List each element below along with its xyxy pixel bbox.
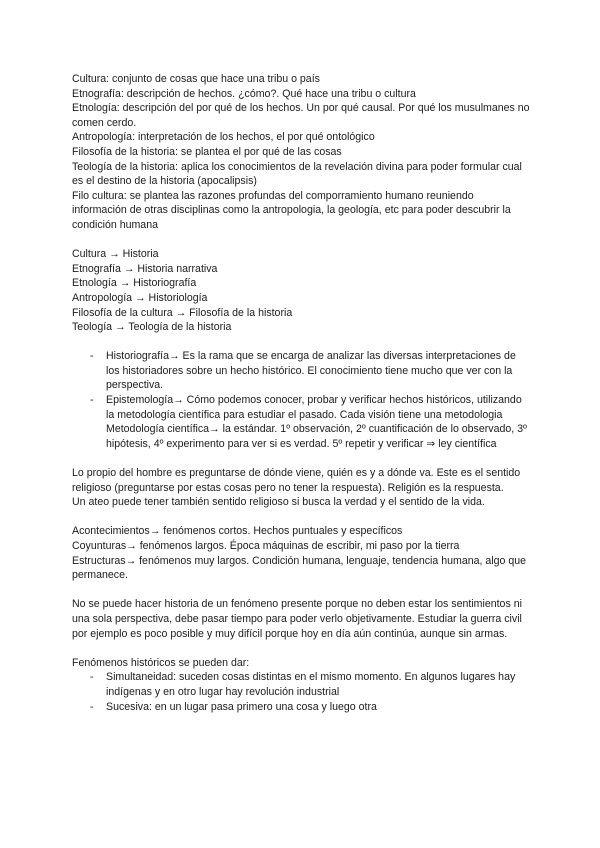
mapping-line: Etnología → Historiografía: [72, 277, 197, 290]
mapping-line: Antropología → Historiología: [72, 291, 208, 304]
definition-etnologia: Etnología: descripción del por qué de los hechos. Un por qué causal. Por qué los musulmanes no comen cerdo.: [72, 102, 530, 129]
definition-filo-cultura: Filo cultura: se plantea las razones profundas del comporramiento humano reuniendo información de otras disciplinas como la antropologia, la geología, etc para poder descubrir la condición humana: [72, 189, 511, 231]
mapping-line: Teología → Teología de la historia: [72, 321, 232, 334]
list-item: - Simultaneidad: suceden cosas distintas en el mismo momento. En algunos lugares hay indígenas y en otro lugar hay revolución industrial: [92, 670, 530, 699]
historic-list: [72, 670, 530, 714]
document-page: [72, 72, 530, 714]
definition-etnografia: Etnografía: descripción de hechos. ¿cómo?. Qué hace una tribu o cultura: [72, 87, 416, 100]
disciplines-list: [72, 349, 530, 451]
definition-antropologia: Antropología: interpretación de los hechos, el por qué ontológico: [72, 131, 375, 144]
list-item: [92, 349, 530, 393]
mapping-line: Filosofía de la cultura → Filosofía de la historia: [72, 306, 293, 319]
phenomena-section: [72, 524, 530, 582]
phenomena-coyunturas: Coyunturas→ fenómenos largos. Época máquinas de escribir, mi paso por la tierra: [72, 540, 460, 552]
list-item: - Sucesiva: en un lugar pasa primero una cosa y luego otra: [92, 700, 530, 715]
metodologia-text: Metodología científica→ la estándar. 1º observación, 2º cuantificación de lo observado, 3º hipótesis, 4º experimento para ver si es verdad. 5º repetir y verificar ⇒ ley científica: [106, 423, 527, 450]
phenomena-acontecimientos: Acontecimientos→ fenómenos cortos. Hechos puntuales y específicos: [72, 525, 403, 538]
list-item: [92, 393, 530, 451]
definition-teologia-historia: Teología de la historia: aplica los conocimientos de la revelación divina para poder formular cual es el destino de la historia (apocalipsis): [72, 160, 522, 188]
definition-filosofia-historia: Filosofía de la historia: se plantea el por qué de las cosas: [72, 145, 342, 158]
religion-section: [72, 466, 530, 510]
definitions-section: [72, 72, 530, 233]
atheist-paragraph: Un ateo puede tener también sentido religioso si busca la verdad y el sentido de la vida.: [72, 496, 485, 509]
historiografia-text: Historiografía→ Es la rama que se encarga de analizar las diversas interpretaciones de los historiadores sobre un hecho histórico. El conocimiento tiene mucho que ver con la perspectiva.: [106, 350, 516, 392]
epistemologia-text: Epistemología→ Cómo podemos conocer, probar y verificar hechos históricos, utilizando la metodología científica para estudiar el pasado. Cada visión tiene una metodologia: [106, 394, 522, 421]
historic-intro: Fenómenos históricos se pueden dar:: [72, 656, 250, 669]
religion-paragraph: Lo propio del hombre es preguntarse de dónde viene, quién es y a dónde va. Este es el sentido religioso (preguntarse por estas cosas pero no tener la respuesta). Religión es la respuesta.: [72, 467, 521, 494]
phenomena-estructuras: Estructuras→ fenómenos muy largos. Condición humana, lenguaje, tendencia humana, algo que permanece.: [72, 554, 527, 582]
mapping-line: Etnografía → Historia narrativa: [72, 262, 218, 275]
definition-cultura: Cultura: conjunto de cosas que hace una tribu o país: [72, 73, 320, 85]
mapping-line: Cultura → Historia: [72, 248, 159, 261]
mappings-section: [72, 247, 530, 335]
present-paragraph: No se puede hacer historia de un fenómeno presente porque no deben estar los sentimientos ni una sola perspectiva, debe pasar tiempo para poder verlo objetivamente. Estudiar la guerra civil por ejemplo es poco posible y muy difícil porque hoy en día aún continúa, aunque sin armas.: [72, 598, 522, 640]
